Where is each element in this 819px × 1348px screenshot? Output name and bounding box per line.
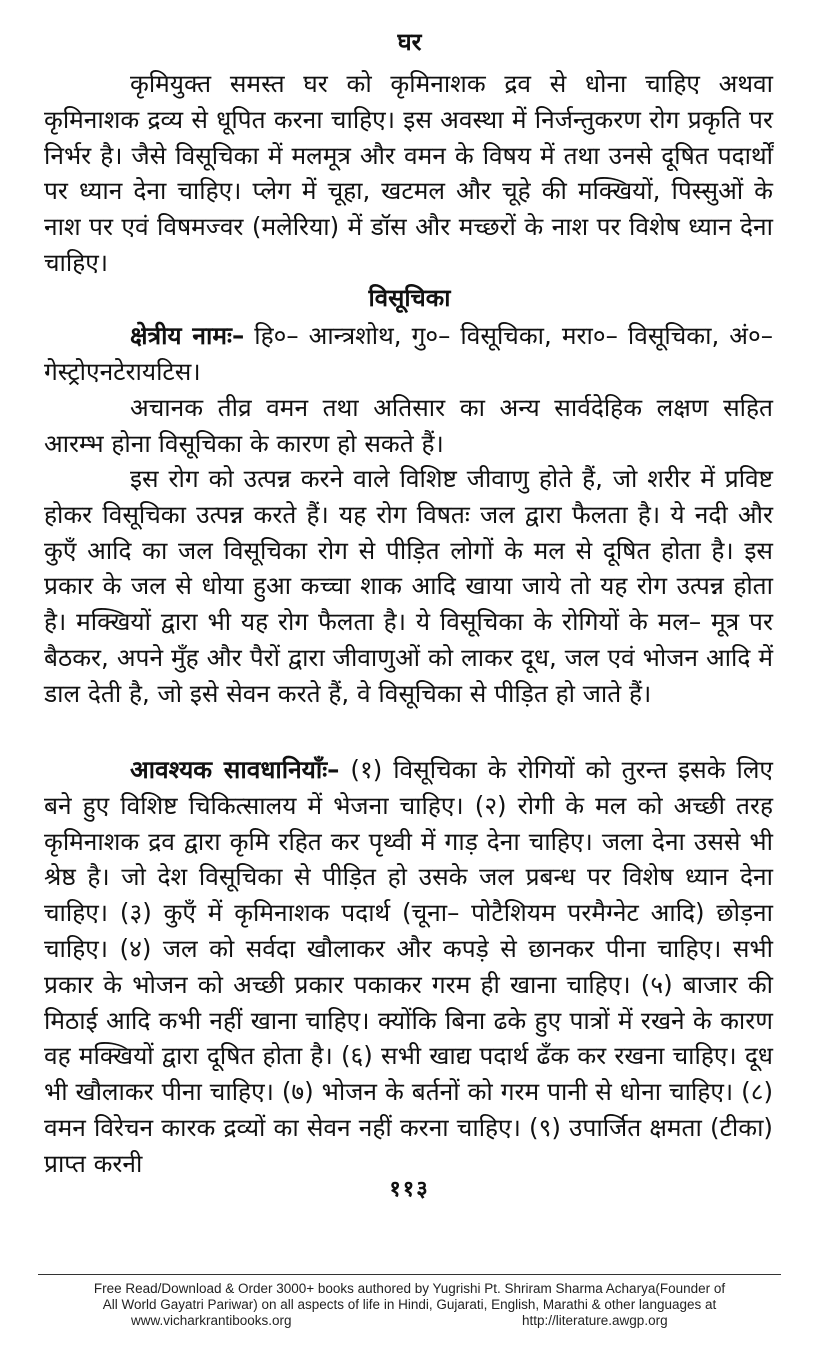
footer-divider [38, 1274, 781, 1275]
footer-link-vicharkranti[interactable]: www.vicharkrantibooks.org [131, 1313, 292, 1328]
footer-link-awgp[interactable]: http://literature.awgp.org [522, 1313, 668, 1328]
paragraph-symptoms: अचानक तीव्र वमन तथा अतिसार का अन्य सार्वदेहिक लक्षण सहित आरम्भ होना विसूचिका के कारण हो सकते हैं। [44, 393, 773, 458]
page-number: ११३ [389, 1177, 430, 1202]
precautions-text: (१) विसूचिका के रोगियों को तुरन्त इसके लिए बने हुए विशिष्ट चिकित्सालय में भेजना चाहिए। (२) रोगी के मल को अच्छी तरह कृमिनाशक द्रव द्वारा कृमि रहित कर पृथ्वी में गाड़ देना चाहिए। जला देना उससे भी श्रेष्ठ है। जो देश विसूचिका से पीड़ित हो उसके जल प्रबन्ध पर विशेष ध्यान देना चाहिए। (३) कुएँ में कृमिनाशक पदार्थ (चूना– पोटैशियम परमैग्नेट आदि) छोड़ना चाहिए। (४) जल को सर्वदा खौलाकर और कपड़े से छानकर पीना चाहिए। सभी प्रकार के भोजन को अच्छी प्रकार पकाकर गरम ही खाना चाहिए। (५) बाजार की मिठाई आदि कभी नहीं खाना चाहिए। क्योंकि बिना ढके हुए पात्रों में रखने के कारण वह मक्खियों द्वारा दूषित होता है। (६) सभी खाद्य पदार्थ ढँक कर रखना चाहिए। दूध भी खौलाकर पीना चाहिए। (७) भोजन के बर्तनों को गरम पानी से धोना चाहिए। (८) वमन विरेचन कारक द्रव्यों का सेवन नहीं करना चाहिए। (९) उपार्जित क्षमता (टीका) प्राप्त करनी [44, 755, 773, 1178]
footer-line-2: All World Gayatri Pariwar) on all aspects of life in Hindi, Gujarati, English, Marathi & other languages at [102, 1297, 717, 1312]
paragraph-cause: इस रोग को उत्पन्न करने वाले विशिष्ट जीवाणु होते हैं, जो शरीर में प्रविष्ट होकर विसूचिका उत्पन्न करते हैं। यह रोग विषतः जल द्वारा फैलता है। ये नदी और कुएँ आदि का जल विसूचिका रोग से पीड़ित लोगों के मल से दूषित होता है। इस प्रकार के जल से धोया हुआ कच्चा शाक आदि खाया जाये तो यह रोग उत्पन्न होता है। मक्खियों द्वारा भी यह रोग फैलता है। ये विसूचिका के रोगियों के मल– मूत्र पर बैठकर, अपने मुँह और पैरों द्वारा जीवाणुओं को लाकर दूध, जल एवं भोजन आदि में डाल देती है, जो इसे सेवन करते हैं, वे विसूचिका से पीड़ित हो जाते हैं। [44, 464, 773, 708]
regional-names-label: क्षेत्रीय नामः– [130, 321, 245, 350]
page-title: घर [397, 28, 422, 56]
paragraph-ghar: कृमियुक्त समस्त घर को कृमिनाशक द्रव से धोना चाहिए अथवा कृमिनाशक द्रव्य से धूपित करना चाहिए। इस अवस्था में निर्जन्तुकरण रोग प्रकृति पर निर्भर है। जैसे विसूचिका में मलमूत्र और वमन के विषय में तथा उनसे दूषित पदार्थों पर ध्यान देना चाहिए। प्लेग में चूहा, खटमल और चूहे की मक्खियों, पिस्सुओं के नाश पर एवं विषमज्वर (मलेरिया) में डॉस और मच्छरों के नाश पर विशेष ध्यान देना चाहिए। [44, 69, 773, 277]
regional-names-text: हि०– आन्त्रशोथ, गु०– विसूचिका, मरा०– विसूचिका, अं०– गेस्ट्रोएनटेरायटिस। [44, 321, 773, 386]
paragraph-precautions [44, 752, 773, 1182]
footer-line-1: Free Read/Download & Order 3000+ books authored by Yugrishi Pt. Shriram Sharma Acharya(Founder of [93, 1281, 726, 1296]
footer-links [0, 1313, 819, 1329]
section-heading-visuchika: विसूचिका [368, 284, 451, 312]
precautions-label: आवश्यक सावधानियाँः– [130, 755, 340, 784]
paragraph-regional-names [44, 318, 773, 390]
